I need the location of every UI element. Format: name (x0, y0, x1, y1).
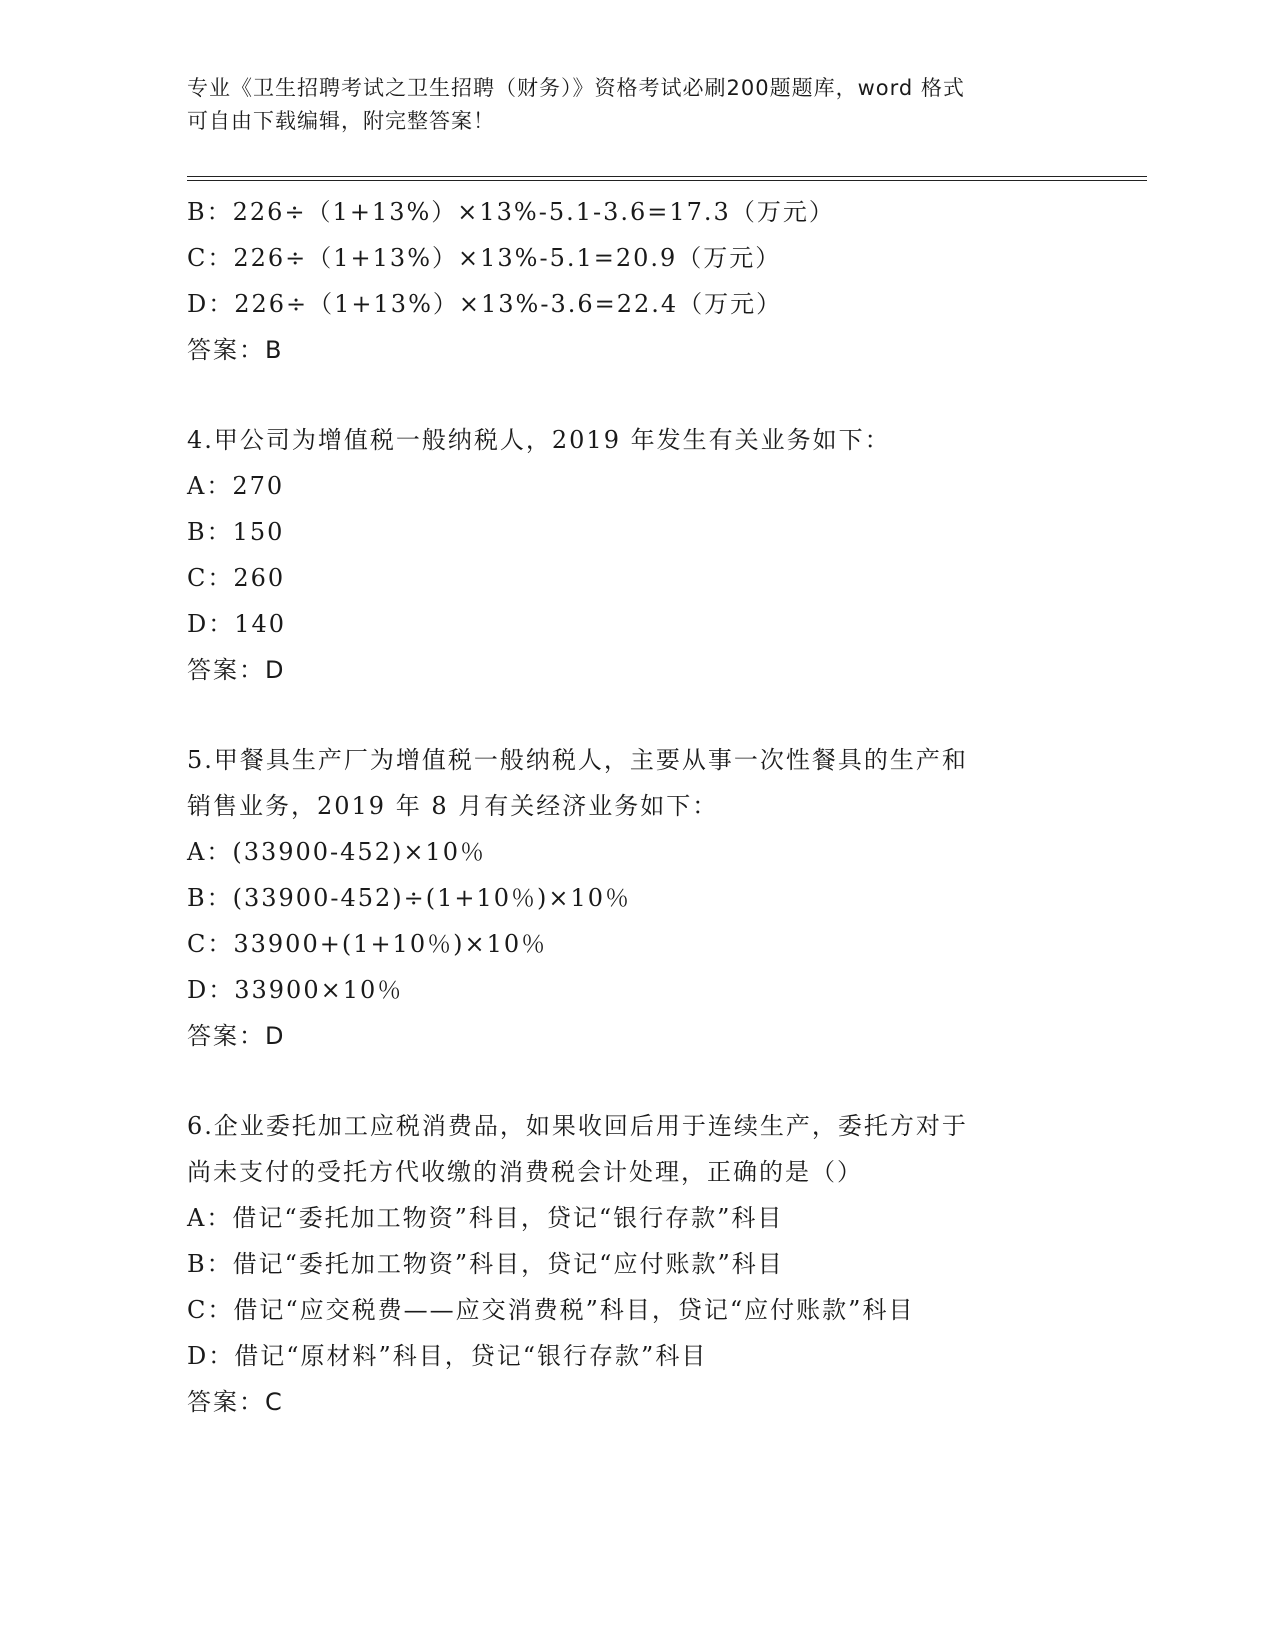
question-text: 6.企业委托加工应税消费品，如果收回后用于连续生产，委托方对于 (187, 1112, 968, 1140)
question-block (187, 189, 1067, 373)
question-text: 销售业务，2019 年 8 月有关经济业务如下： (187, 792, 719, 820)
answer-line: 答案：C (187, 1388, 284, 1416)
question-text: 尚未支付的受托方代收缴的消费税会计处理，正确的是（） (187, 1158, 863, 1186)
question-block (187, 737, 1067, 1059)
option-d: D：借记“原材料”科目，贷记“银行存款”科目 (187, 1342, 708, 1370)
option-a: A：270 (187, 472, 285, 500)
question-list (187, 189, 1067, 1425)
option-c: C：260 (187, 564, 286, 592)
option-b: B：150 (187, 518, 285, 546)
answer-line: 答案：B (187, 336, 284, 364)
option-a: A：(33900-452)×10％ (187, 838, 486, 866)
option-a: A：借记“委托加工物资”科目，贷记“银行存款”科目 (187, 1204, 784, 1232)
option-d: D：140 (187, 610, 287, 638)
option-c: C：226÷（1+13%）×13%-5.1=20.9（万元） (187, 244, 782, 272)
option-d: D：33900×10％ (187, 976, 404, 1004)
option-d: D：226÷（1+13%）×13%-3.6=22.4（万元） (187, 290, 783, 318)
question-text: 4.甲公司为增值税一般纳税人，2019 年发生有关业务如下： (187, 426, 891, 454)
option-c: C：33900+(1+10％)×10％ (187, 930, 548, 958)
header-line-1: 专业《卫生招聘考试之卫生招聘（财务）》资格考试必刷200题题库，word 格式 (187, 76, 965, 100)
document-header (187, 72, 1067, 138)
question-text: 5.甲餐具生产厂为增值税一般纳税人，主要从事一次性餐具的生产和 (187, 746, 968, 774)
answer-line: 答案：D (187, 1022, 286, 1050)
option-b: B：借记“委托加工物资”科目，贷记“应付账款”科目 (187, 1250, 784, 1278)
answer-line: 答案：D (187, 656, 286, 684)
question-block (187, 417, 1067, 693)
header-line-2: 可自由下载编辑，附完整答案！ (187, 109, 495, 133)
header-divider (187, 176, 1147, 181)
option-c: C：借记“应交税费——应交消费税”科目，贷记“应付账款”科目 (187, 1296, 915, 1324)
option-b: B：(33900-452)÷(1+10％)×10％ (187, 884, 632, 912)
question-block (187, 1103, 1067, 1425)
option-b: B：226÷（1+13%）×13%-5.1-3.6=17.3（万元） (187, 198, 835, 226)
